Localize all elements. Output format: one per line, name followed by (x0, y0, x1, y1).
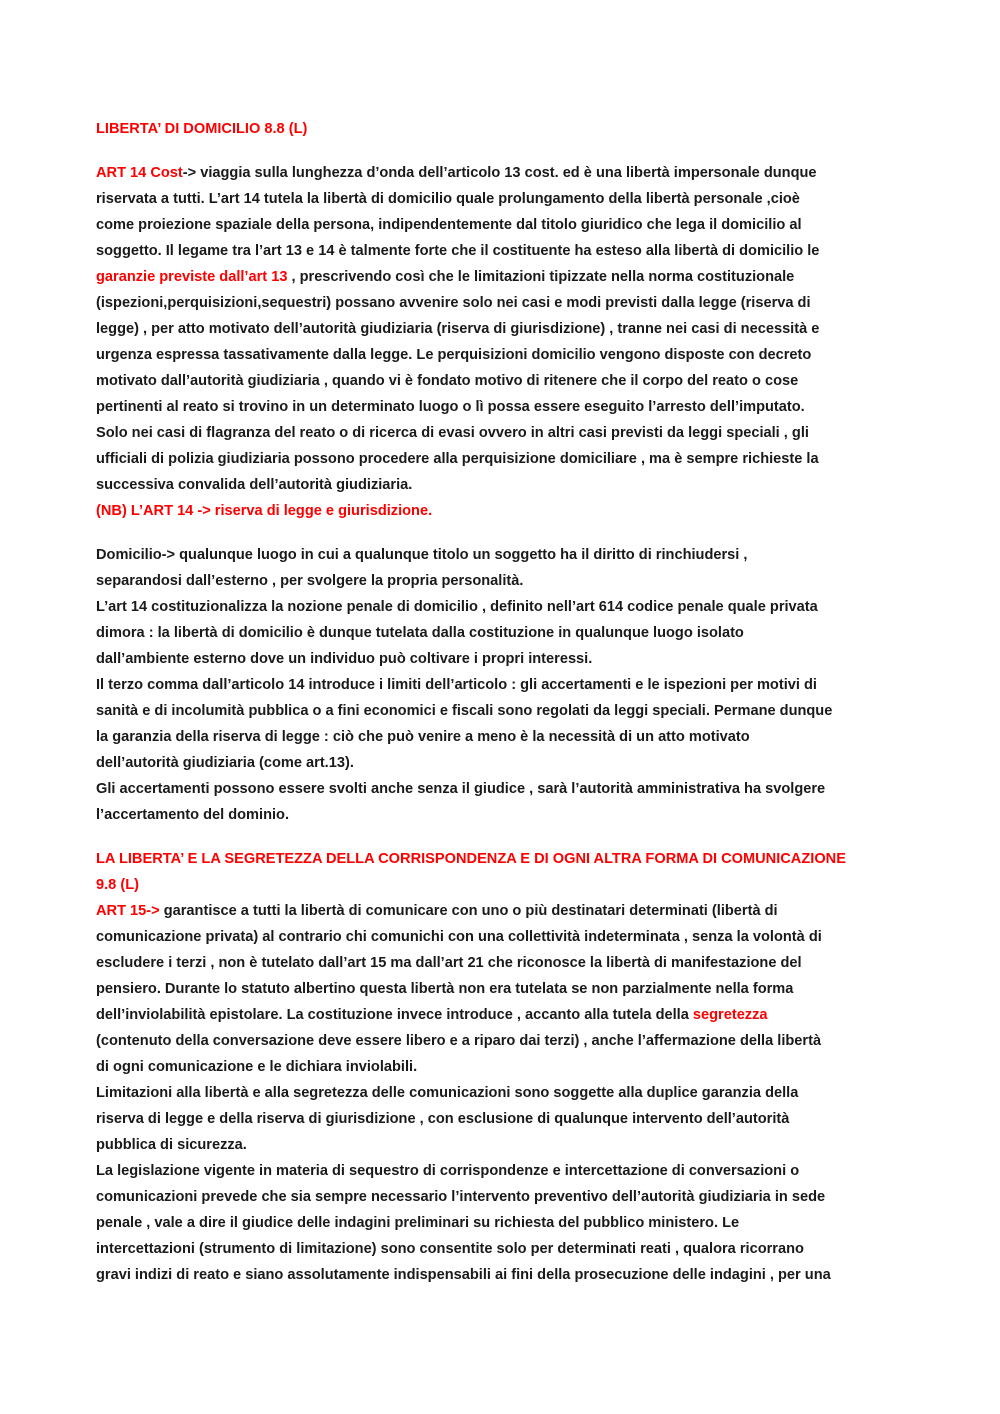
paragraph-line: pensiero. Durante lo statuto albertino questa libertà non era tutelata se non parzialmente nella forma (96, 981, 794, 997)
paragraph-line (96, 898, 908, 924)
segretezza-highlight: segretezza (692, 1007, 768, 1023)
section-title-corrispondenza-cont: 9.8 (L) (96, 877, 139, 893)
paragraph-line: Domicilio-> qualunque luogo in cui a qualunque titolo un soggetto ha il diritto di rinchiudersi , (96, 547, 748, 563)
line-text: -> viaggia sulla lunghezza d’onda dell’articolo 13 cost. ed è una libertà impersonale dunque (182, 165, 817, 181)
garanzie-highlight: garanzie previste dall’art 13 (96, 269, 288, 285)
paragraph-line (96, 264, 908, 290)
paragraph-line: sanità e di incolumità pubblica o a fini economici e fiscali sono regolati da leggi speciali. Permane dunque (96, 703, 833, 719)
paragraph-line: penale , vale a dire il giudice delle indagini preliminari su richiesta del pubblico ministero. Le (96, 1215, 740, 1231)
paragraph-line: come proiezione spaziale della persona, indipendentemente dal titolo giuridico che lega il domicilio al (96, 217, 802, 233)
paragraph-line: l’accertamento del dominio. (96, 807, 290, 823)
paragraph-line: Il terzo comma dall’articolo 14 introduce i limiti dell’articolo : gli accertamenti e le ispezioni per motivi di (96, 677, 817, 693)
paragraph-line: comunicazione privata) al contrario chi comunichi con una collettività indeterminata , senza la volontà di (96, 929, 822, 945)
line-text: , prescrivendo così che le limitazioni tipizzate nella norma costituzionale (287, 269, 795, 285)
paragraph-line: dimora : la libertà di domicilio è dunque tutelata dalla costituzione in qualunque luogo isolato (96, 625, 744, 641)
paragraph-line: riserva di legge e della riserva di giurisdizione , con esclusione di qualunque intervento dell’autorità (96, 1111, 790, 1127)
nb-note: (NB) L’ART 14 -> riserva di legge e giurisdizione. (96, 503, 433, 519)
section-title-domicilio: LIBERTA’ DI DOMICILIO 8.8 (L) (96, 121, 308, 137)
paragraph-line: motivato dall’autorità giudiziaria , quando vi è fondato motivo di ritenere che il corpo del reato o cose (96, 373, 799, 389)
paragraph-line: successiva convalida dell’autorità giudiziaria. (96, 477, 413, 493)
paragraph-line: Limitazioni alla libertà e alla segretezza delle comunicazioni sono soggette alla duplice garanzia della (96, 1085, 799, 1101)
document-page (96, 116, 908, 1288)
paragraph-art15 (96, 898, 908, 1288)
paragraph-line: urgenza espressa tassativamente dalla legge. Le perquisizioni domicilio vengono disposte con decreto (96, 347, 812, 363)
paragraph-line: dell’autorità giudiziaria (come art.13). (96, 755, 354, 771)
paragraph-line: intercettazioni (strumento di limitazione) sono consentite solo per determinati reati , qualora ricorrano (96, 1241, 804, 1257)
art15-lead: ART 15-> (96, 903, 160, 919)
paragraph-line: Solo nei casi di flagranza del reato o di ricerca di evasi ovvero in altri casi previsti da leggi speciali , gli (96, 425, 809, 441)
paragraph-line: L’art 14 costituzionalizza la nozione penale di domicilio , definito nell’art 614 codice penale quale privata (96, 599, 818, 615)
art14-lead: ART 14 Cost (96, 165, 183, 181)
paragraph-line: escludere i terzi , non è tutelato dall’art 15 ma dall’art 21 che riconosce la libertà di manifestazione del (96, 955, 802, 971)
paragraph-line: pertinenti al reato si trovino in un determinato luogo o lì possa essere eseguito l’arresto dell’imputato. (96, 399, 805, 415)
line-text: dell’inviolabilità epistolare. La costituzione invece introduce , accanto alla tutela della (96, 1007, 693, 1023)
paragraph-line: Gli accertamenti possono essere svolti anche senza il giudice , sarà l’autorità amministrativa ha svolgere (96, 781, 826, 797)
paragraph-art14 (96, 160, 908, 524)
section-title-corrispondenza: LA LIBERTA’ E LA SEGRETEZZA DELLA CORRISPONDENZA E DI OGNI ALTRA FORMA DI COMUNICAZIONE (96, 851, 846, 867)
paragraph-line: la garanzia della riserva di legge : ciò che può venire a meno è la necessità di un atto motivato (96, 729, 750, 745)
paragraph-line: separandosi dall’esterno , per svolgere la propria personalità. (96, 573, 524, 589)
line-text: garantisce a tutti la libertà di comunicare con uno o più destinatari determinati (libertà di (159, 903, 778, 919)
paragraph-line: ufficiali di polizia giudiziaria possono procedere alla perquisizione domiciliare , ma è sempre richieste la (96, 451, 819, 467)
paragraph-line: La legislazione vigente in materia di sequestro di corrispondenze e intercettazione di conversazioni o (96, 1163, 800, 1179)
paragraph-line: riservata a tutti. L’art 14 tutela la libertà di domicilio quale prolungamento della libertà personale ,cioè (96, 191, 800, 207)
paragraph-line: dall’ambiente esterno dove un individuo può coltivare i propri interessi. (96, 651, 593, 667)
paragraph-line: soggetto. Il legame tra l’art 13 e 14 è talmente forte che il costituente ha esteso alla libertà di domicilio le (96, 243, 820, 259)
paragraph-line: di ogni comunicazione e le dichiara inviolabili. (96, 1059, 418, 1075)
paragraph-line: (contenuto della conversazione deve essere libero e a riparo dai terzi) , anche l’affermazione della libertà (96, 1033, 822, 1049)
paragraph-line: legge) , per atto motivato dell’autorità giudiziaria (riserva di giurisdizione) , tranne nei casi di necessità e (96, 321, 820, 337)
paragraph-line: (ispezioni,perquisizioni,sequestri) possano avvenire solo nei casi e modi previsti dalla legge (riserva di (96, 295, 811, 311)
paragraph-line (96, 1002, 908, 1028)
paragraph-line: comunicazioni prevede che sia sempre necessario l’intervento preventivo dell’autorità giudiziaria in sede (96, 1189, 826, 1205)
paragraph-line: gravi indizi di reato e siano assolutamente indispensabili ai fini della prosecuzione delle indagini , per una (96, 1267, 831, 1283)
paragraph-line: pubblica di sicurezza. (96, 1137, 247, 1153)
paragraph-domicilio (96, 542, 908, 828)
paragraph-line (96, 160, 908, 186)
